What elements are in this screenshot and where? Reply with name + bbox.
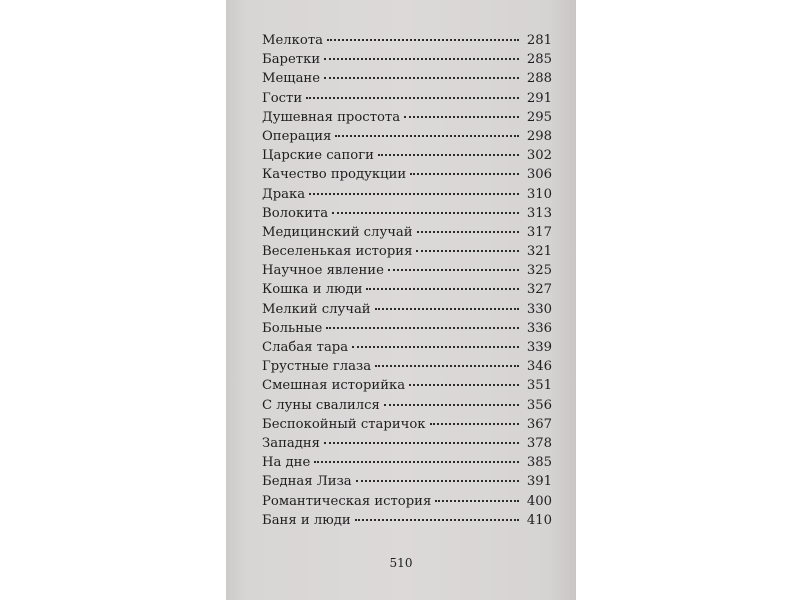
- toc-entry-page: 321: [526, 244, 552, 260]
- toc-entry: [262, 129, 552, 148]
- toc-entry: [262, 417, 552, 436]
- toc-entry-title: Операция: [262, 128, 332, 144]
- table-of-contents: [262, 33, 552, 532]
- dot-leader: [416, 250, 519, 252]
- toc-entry-page: 356: [526, 397, 552, 413]
- dot-leader: [355, 519, 519, 521]
- toc-entry-page: 339: [526, 340, 552, 355]
- dot-leader: [314, 461, 519, 463]
- toc-entry-page: 385: [526, 455, 552, 471]
- toc-entry-title: Веселенькая история: [262, 244, 413, 260]
- toc-entry-page: 330: [526, 301, 552, 317]
- toc-entry-page: 336: [526, 320, 552, 336]
- toc-entry: [262, 206, 552, 225]
- toc-entry-title: Грустные глаза: [262, 359, 372, 375]
- toc-entry-title: Драка: [262, 186, 306, 202]
- toc-entry-title: Баретки: [262, 52, 321, 68]
- toc-entry: [262, 302, 552, 321]
- toc-entry-page: 346: [526, 359, 552, 375]
- toc-entry-page: 367: [526, 416, 552, 432]
- dot-leader: [409, 384, 519, 386]
- dot-leader: [417, 231, 519, 233]
- toc-entry-title: Кошка и люди: [262, 282, 363, 298]
- toc-entry: [262, 148, 552, 167]
- toc-entry-page: 325: [526, 263, 552, 279]
- toc-entry-title: Беспокойный старичок: [262, 416, 426, 432]
- toc-entry: [262, 359, 552, 378]
- toc-entry-page: 295: [526, 109, 552, 125]
- dot-leader: [388, 269, 519, 271]
- toc-entry-page: 351: [526, 378, 552, 394]
- dot-leader: [366, 288, 519, 290]
- toc-entry-title: Царские сапоги: [262, 148, 374, 164]
- dot-leader: [435, 500, 519, 502]
- dot-leader: [327, 39, 519, 41]
- toc-entry-page: 302: [526, 148, 552, 164]
- dot-leader: [375, 365, 519, 367]
- toc-entry-title: Качество продукции: [262, 167, 407, 183]
- dot-leader: [309, 193, 519, 195]
- dot-leader: [326, 327, 519, 329]
- dot-leader: [324, 442, 519, 444]
- toc-entry: [262, 110, 552, 129]
- book-page: [226, 0, 576, 600]
- toc-entry: [262, 91, 552, 110]
- toc-entry: [262, 33, 552, 52]
- dot-leader: [430, 423, 519, 425]
- dot-leader: [375, 308, 519, 310]
- toc-entry-title: Слабая тара: [262, 340, 349, 355]
- toc-entry-title: На дне: [262, 455, 311, 471]
- toc-entry-page: 313: [526, 205, 552, 221]
- toc-entry-title: Больные: [262, 320, 323, 336]
- toc-entry-title: Волокита: [262, 205, 329, 221]
- toc-entry: [262, 340, 552, 359]
- toc-entry: [262, 494, 552, 513]
- toc-entry-page: 310: [526, 186, 552, 202]
- toc-entry: [262, 263, 552, 282]
- toc-entry-title: Бедная Лиза: [262, 474, 352, 490]
- toc-entry-page: 281: [526, 33, 552, 48]
- toc-entry-page: 306: [526, 167, 552, 183]
- dot-leader: [352, 346, 519, 348]
- toc-entry: [262, 513, 552, 532]
- dot-leader: [306, 97, 519, 99]
- toc-entry-page: 378: [526, 435, 552, 451]
- toc-entry-title: Смешная историйка: [262, 378, 406, 394]
- toc-entry-title: С луны свалился: [262, 397, 380, 413]
- toc-entry-title: Научное явление: [262, 263, 384, 279]
- toc-entry-title: Душевная простота: [262, 109, 401, 125]
- toc-entry: [262, 455, 552, 474]
- toc-entry-page: 298: [526, 128, 552, 144]
- toc-entry-title: Мелкий случай: [262, 301, 371, 317]
- dot-leader: [356, 480, 519, 482]
- toc-entry-title: Романтическая история: [262, 493, 432, 509]
- toc-entry-title: Мелкота: [262, 33, 324, 48]
- toc-entry: [262, 244, 552, 263]
- toc-entry: [262, 282, 552, 301]
- dot-leader: [404, 116, 519, 118]
- toc-entry-page: 317: [526, 224, 552, 240]
- toc-entry-title: Гости: [262, 90, 303, 106]
- dot-leader: [335, 135, 519, 137]
- toc-entry-page: 291: [526, 90, 552, 106]
- page-number: 510: [389, 556, 413, 570]
- toc-entry: [262, 321, 552, 340]
- dot-leader: [384, 404, 519, 406]
- toc-entry-title: Западня: [262, 435, 320, 451]
- toc-entry-title: Медицинский случай: [262, 224, 413, 240]
- toc-entry: [262, 398, 552, 417]
- dot-leader: [332, 212, 519, 214]
- toc-entry: [262, 71, 552, 90]
- dot-leader: [410, 173, 519, 175]
- toc-entry-page: 410: [526, 512, 552, 528]
- dot-leader: [378, 154, 519, 156]
- toc-entry: [262, 378, 552, 397]
- toc-entry-page: 288: [526, 71, 552, 87]
- toc-entry-title: Мещане: [262, 71, 321, 87]
- toc-entry: [262, 52, 552, 71]
- toc-entry: [262, 436, 552, 455]
- toc-entry: [262, 474, 552, 493]
- toc-entry: [262, 187, 552, 206]
- toc-entry: [262, 225, 552, 244]
- toc-entry-page: 400: [526, 493, 552, 509]
- toc-entry: [262, 167, 552, 186]
- toc-entry-page: 391: [526, 474, 552, 490]
- toc-entry-title: Баня и люди: [262, 512, 351, 528]
- toc-entry-page: 327: [526, 282, 552, 298]
- toc-entry-page: 285: [526, 52, 552, 68]
- dot-leader: [324, 58, 519, 60]
- dot-leader: [324, 77, 519, 79]
